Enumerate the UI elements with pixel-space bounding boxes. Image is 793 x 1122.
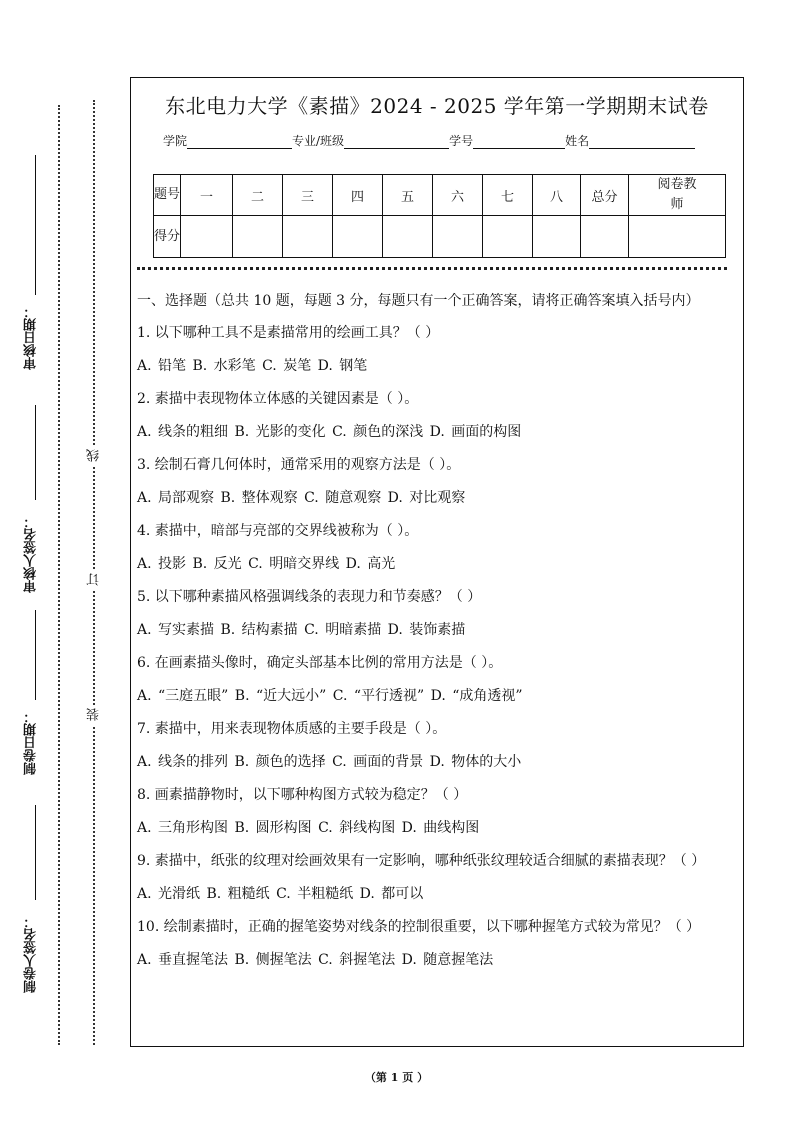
page-number: （第 1 页 ） bbox=[364, 1071, 429, 1084]
student-id-field[interactable] bbox=[473, 134, 565, 149]
col-6: 六 bbox=[433, 175, 483, 216]
grader-label: 阅卷教师 bbox=[629, 175, 726, 216]
score-cell-5[interactable] bbox=[383, 216, 433, 258]
score-cell-1[interactable] bbox=[181, 216, 233, 258]
options-8: A. 三角形构图 B. 圆形构图 C. 斜线构图 D. 曲线构图 bbox=[137, 820, 480, 836]
binding-mark-bind: 装 bbox=[85, 705, 103, 725]
col-1: 一 bbox=[181, 175, 233, 216]
question-number-label: 题号 bbox=[154, 175, 181, 216]
col-8: 八 bbox=[533, 175, 581, 216]
score-cell-2[interactable] bbox=[233, 216, 283, 258]
grader-cell[interactable] bbox=[629, 216, 726, 258]
student-id-label: 学号 bbox=[449, 134, 474, 148]
col-7: 七 bbox=[483, 175, 533, 216]
question-7: 7. 素描中，用来表现物体质感的主要手段是（ ）。 bbox=[137, 721, 447, 737]
separator-dotted-line bbox=[137, 267, 727, 270]
maker-sign-label: 制卷人签名： bbox=[24, 915, 39, 993]
options-2: A. 线条的粗细 B. 光影的变化 C. 颜色的深浅 D. 画面的构图 bbox=[137, 424, 522, 440]
options-1: A. 铅笔 B. 水彩笔 C. 炭笔 D. 钢笔 bbox=[137, 358, 368, 374]
exam-frame bbox=[130, 77, 744, 1047]
score-table bbox=[153, 174, 726, 258]
question-10: 10. 绘制素描时，正确的握笔姿势对线条的控制很重要，以下哪种握笔方式较为常见？（ ） bbox=[137, 919, 701, 935]
options-4: A. 投影 B. 反光 C. 明暗交界线 D. 高光 bbox=[137, 556, 396, 572]
question-8: 8. 画素描静物时，以下哪种构图方式较为稳定？（ ） bbox=[137, 787, 468, 803]
col-3: 三 bbox=[283, 175, 333, 216]
binding-mark-line: 线 bbox=[85, 446, 103, 466]
question-2: 2. 素描中表现物体立体感的关键因素是（ ）。 bbox=[137, 391, 419, 407]
score-cell-7[interactable] bbox=[483, 216, 533, 258]
maker-sign-line bbox=[35, 805, 36, 900]
options-7: A. 线条的排列 B. 颜色的选择 C. 画面的背景 D. 物体的大小 bbox=[137, 754, 522, 770]
question-3: 3. 绘制石膏几何体时，通常采用的观察方法是（ ）。 bbox=[137, 457, 461, 473]
review-date-label: 审核日期： bbox=[24, 305, 39, 370]
col-4: 四 bbox=[333, 175, 383, 216]
question-6: 6. 在画素描头像时，确定头部基本比例的常用方法是（ ）。 bbox=[137, 655, 503, 671]
score-table-score-row bbox=[154, 216, 726, 258]
exam-title: 东北电力大学《素描》2024 - 2025 学年第一学期期末试卷 bbox=[165, 94, 709, 118]
name-field[interactable] bbox=[589, 134, 695, 149]
score-label: 得分 bbox=[154, 216, 181, 258]
section-heading: 一、选择题（总共 10 题，每题 3 分，每题只有一个正确答案，请将正确答案填入括号内） bbox=[137, 293, 700, 309]
options-6: A. “三庭五眼” B. “近大远小” C. “平行透视” D. “成角透视” bbox=[137, 688, 523, 704]
options-3: A. 局部观察 B. 整体观察 C. 随意观察 D. 对比观察 bbox=[137, 490, 466, 506]
make-date-label: 制卷日期： bbox=[24, 710, 39, 775]
col-2: 二 bbox=[233, 175, 283, 216]
question-5: 5. 以下哪种素描风格强调线条的表现力和节奏感？（ ） bbox=[137, 589, 482, 605]
reviewer-sign-label: 审核人签名： bbox=[24, 515, 39, 593]
student-info-row bbox=[163, 132, 695, 149]
reviewer-sign-line bbox=[35, 405, 36, 500]
section-choice-questions bbox=[137, 290, 737, 982]
college-field[interactable] bbox=[187, 134, 292, 149]
options-5: A. 写实素描 B. 结构素描 C. 明暗素描 D. 装饰素描 bbox=[137, 622, 466, 638]
col-5: 五 bbox=[383, 175, 433, 216]
question-1: 1. 以下哪种工具不是素描常用的绘画工具？（ ） bbox=[137, 325, 440, 341]
total-label: 总分 bbox=[581, 175, 629, 216]
score-cell-8[interactable] bbox=[533, 216, 581, 258]
score-cell-4[interactable] bbox=[333, 216, 383, 258]
total-cell[interactable] bbox=[581, 216, 629, 258]
name-label: 姓名 bbox=[565, 134, 590, 148]
major-label: 专业/班级 bbox=[292, 134, 345, 148]
review-date-line bbox=[35, 155, 36, 295]
margin-dotted-line bbox=[58, 105, 60, 1045]
options-10: A. 垂直握笔法 B. 侧握笔法 C. 斜握笔法 D. 随意握笔法 bbox=[137, 952, 494, 968]
score-cell-3[interactable] bbox=[283, 216, 333, 258]
college-label: 学院 bbox=[163, 134, 188, 148]
score-cell-6[interactable] bbox=[433, 216, 483, 258]
options-9: A. 光滑纸 B. 粗糙纸 C. 半粗糙纸 D. 都可以 bbox=[137, 886, 424, 902]
major-field[interactable] bbox=[344, 134, 449, 149]
question-9: 9. 素描中，纸张的纹理对绘画效果有一定影响，哪种纸张纹理较适合细腻的素描表现？（ ） bbox=[137, 853, 706, 869]
score-table-header-row bbox=[154, 175, 726, 216]
question-4: 4. 素描中，暗部与亮部的交界线被称为（ ）。 bbox=[137, 523, 419, 539]
make-date-line bbox=[35, 610, 36, 700]
binding-mark-order: 订 bbox=[85, 570, 103, 590]
